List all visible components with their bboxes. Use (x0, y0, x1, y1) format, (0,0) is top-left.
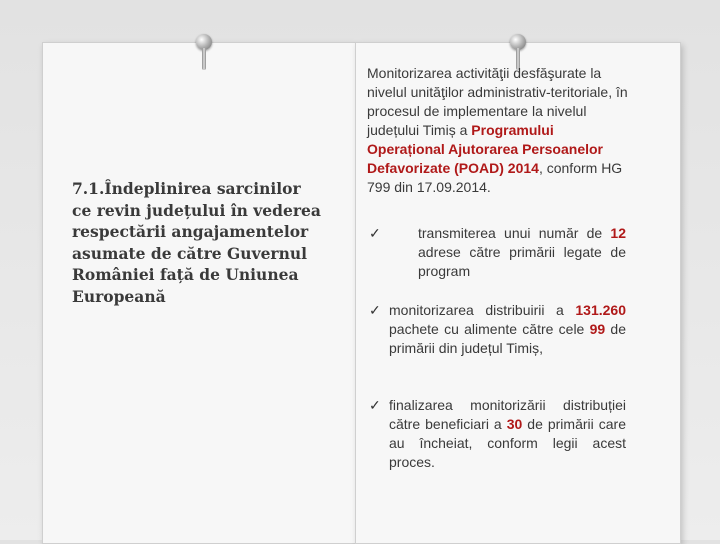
checkmark-icon: ✓ (369, 397, 381, 413)
count-value: 12 (610, 225, 626, 241)
intro-paragraph (367, 64, 629, 197)
checkmark-icon: ✓ (369, 225, 381, 241)
program-name: Programului Operațional Ajutorarea Persoanelor Defavorizate (POAD) 2014 (367, 122, 603, 176)
slide: 7.1.Îndeplinirea sarcinilor ce revin județului în vederea respectării angajamentelor asumate de către Guvernul României față de Uniunea Europeană Monitorizarea activităţii desfăşurate la nivelul unităţilor administrativ-teritoriale, în procesul de implementare la nivelul județului Timiș a Programului Operațional Ajutorarea Persoanelor Defavorizate (POAD) 2014, conform HG 799 din 17.09.2014. ✓ transmiterea unui număr de 12 adrese către primării legate de program ✓ monitorizarea distribuirii a 131.260 pachete cu alimente către cele 99 de primării din județul Timiș, ✓ finalizarea monitorizării distribuției către beneficiari a 30 de primării care au încheiat, conform legii acest proces. (0, 0, 720, 540)
section-title: 7.1.Îndeplinirea sarcinilor ce revin județului în vederea respectării angajamentelor asumate de către Guvernul României față de Uniunea Europeană (72, 179, 321, 306)
intro-text-end: , conform HG 799 din 17.09.2014. (367, 160, 623, 195)
count-value: 30 (506, 416, 523, 432)
intro-text: Monitorizarea activităţii desfăşurate la nivelul unităţilor administrativ-teritoriale, în procesul de implementare la nivelul județului Timiș a (367, 65, 628, 138)
checkmark-icon: ✓ (369, 302, 381, 318)
count-value: 131.260 (575, 302, 626, 318)
pushpin-icon (196, 34, 212, 70)
count-value: 99 (589, 321, 606, 337)
